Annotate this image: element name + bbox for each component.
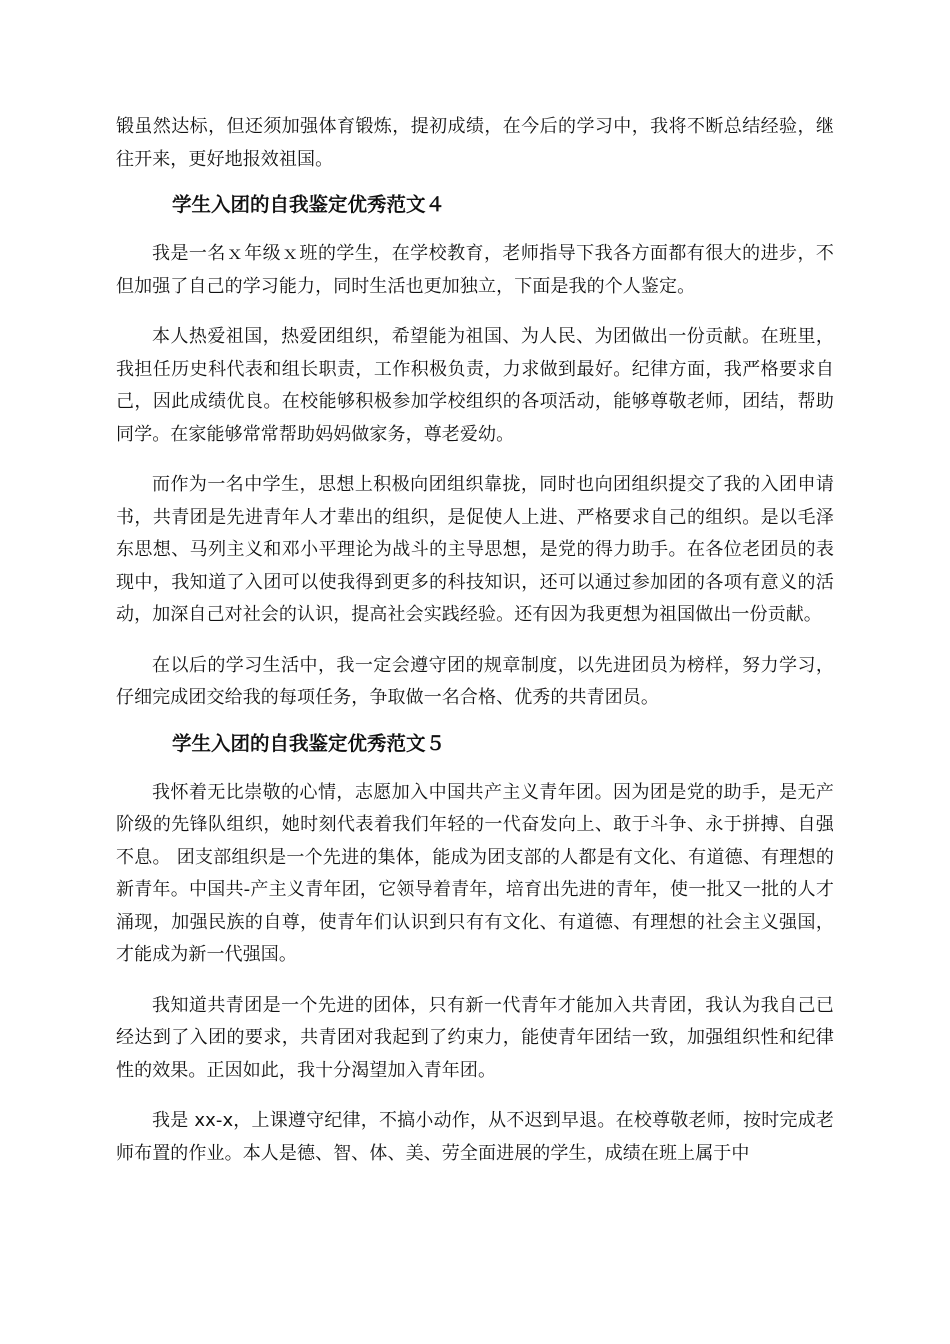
paragraph: 在以后的学习生活中，我一定会遵守团的规章制度，以先进团员为榜样，努力学习，仔细完成团交给我的每项任务，争取做一名合格、优秀的共青团员。 bbox=[116, 654, 834, 708]
paragraph: 本人热爱祖国，热爱团组织，希望能为祖国、为人民、为团做出一份贡献。在班里，我担任历史科代表和组长职责，工作积极负责，力求做到最好。纪律方面，我严格要求自己，因此成绩优良。在校能够积极参加学校组织的各项活动，能够尊敬老师，团结，帮助同学。在家能够常常帮助妈妈做家务，尊老爱幼。 bbox=[116, 326, 834, 445]
paragraph: 我知道共青团是一个先进的团体，只有新一代青年才能加入共青团，我认为我自己已经达到了入团的要求，共青团对我起到了约束力，能使青年团结一致，加强组织性和纪律性的效果。正因如此，我十分渴望加入青年团。 bbox=[116, 994, 834, 1081]
document-body bbox=[116, 111, 834, 1170]
paragraph: 而作为一名中学生，思想上积极向团组织靠拢，同时也向团组织提交了我的入团申请书，共青团是先进青年人才辈出的组织，是促使人上进、严格要求自己的组织。是以毛泽东思想、马列主义和邓小平理论为战斗的主导思想，是党的得力助手。在各位老团员的表现中，我知道了入团可以使我得到更多的科技知识，还可以通过参加团的各项有意义的活动，加深自己对社会的认识，提高社会实践经验。还有因为我更想为祖国做出一份贡献。 bbox=[116, 474, 834, 625]
section-heading-4: 学生入团的自我鉴定优秀范文４ bbox=[172, 193, 446, 216]
paragraph: 我是 xx-x，上课遵守纪律，不搞小动作，从不迟到早退。在校尊敬老师，按时完成老师布置的作业。本人是德、智、体、美、劳全面进展的学生，成绩在班上属于中 bbox=[116, 1110, 834, 1164]
paragraph: 我怀着无比崇敬的心情，志愿加入中国共产主义青年团。因为团是党的助手，是无产阶级的先锋队组织，她时刻代表着我们年轻的一代奋发向上、敢于斗争、永于拼搏、自强不息。 团支部组织是一个先进的集体，能成为团支部的人都是有文化、有道德、有理想的新青年。中国共-产主义青年团，它领导着青年，培育出先进的青年，使一批又一批的人才涌现，加强民族的自尊，使青年们认识到只有有文化、有道德、有理想的社会主义强国，才能成为新一代强国。 bbox=[116, 781, 834, 965]
section-heading-5: 学生入团的自我鉴定优秀范文５ bbox=[172, 731, 446, 755]
paragraph: 我是一名ｘ年级ｘ班的学生，在学校教育，老师指导下我各方面都有很大的进步，不但加强了自己的学习能力，同时生活也更加独立，下面是我的个人鉴定。 bbox=[116, 243, 834, 297]
intro-paragraph: 锻虽然达标，但还须加强体育锻炼，提初成绩，在今后的学习中，我将不断总结经验，继往开来，更好地报效祖国。 bbox=[116, 116, 834, 170]
